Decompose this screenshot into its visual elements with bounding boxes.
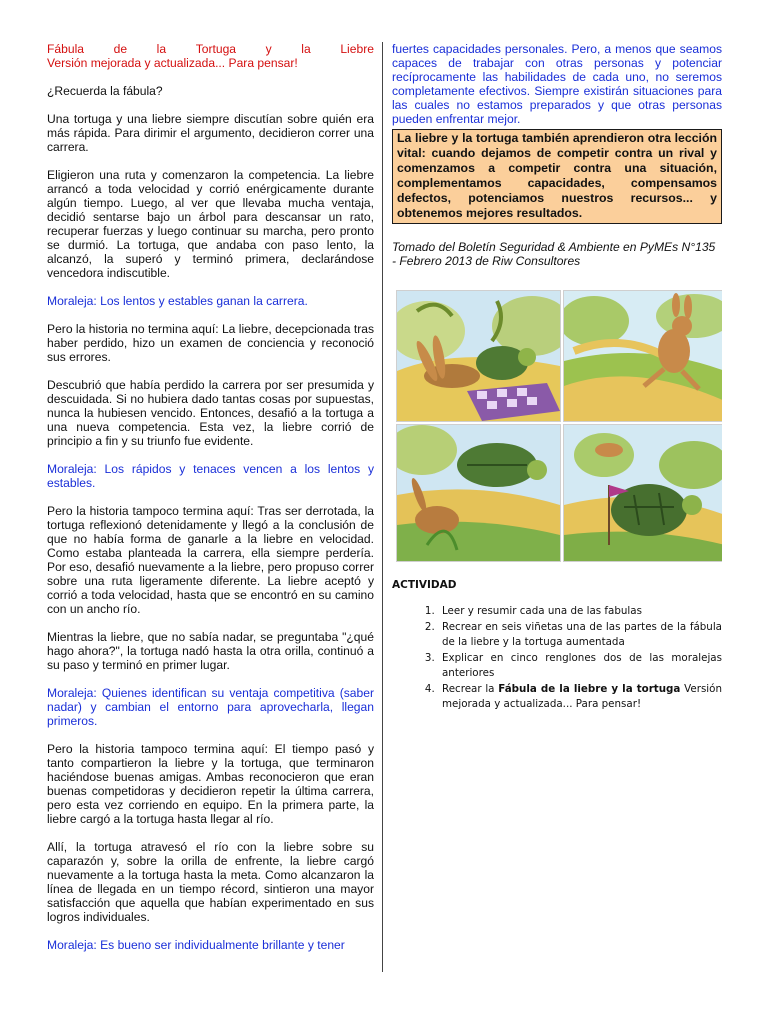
activity-list [392, 604, 722, 712]
paragraph: Allí, la tortuga atravesó el río con la liebre sobre su caparazón y, sobre la orilla de enfrente, la liebre cargó nuevamente a la tortuga hasta la meta. Como alcanzaron la línea de llegada en un tiempo récord, sintieron una mayor satisfacción que aquella que habían experimentado en sus logros individuales. [47, 840, 374, 924]
moral: Moraleja: Quienes identifican su ventaja competitiva (saber nadar) y cambian el entorno para aprovecharla, llegan primeros. [47, 686, 374, 728]
activity-item-fable-name: Fábula de la liebre y la tortuga [498, 683, 681, 695]
paragraph: Descubrió que había perdido la carrera por ser presumida y descuidada. Si no hubiera dado tantas cosas por supuestas, nunca la hubiesen vencido. Entonces, desafió a la tortuga a una nueva competencia. Esta vez, la liebre corrió de principio a fin y su triunfo fue evidente. [47, 378, 374, 448]
title-line-1 [47, 42, 374, 56]
activity-item: 3. Explicar en cinco renglones dos de las moralejas anteriores [438, 651, 722, 681]
activity-item: 2. Recrear en seis viñetas una de las partes de la fábula de la liebre y la tortuga aumentada [438, 620, 722, 650]
illustration-panel-hare-resting [396, 424, 561, 562]
paragraph-continued: fuertes capacidades personales. Pero, a menos que seamos capaces de trabajar con otras personas y potenciar recíprocamente las habilidades de cada uno, no seremos completamente efectivos. Siempre existirán situaciones para las cuales no estamos preparados y que otras personas pueden enfrentar mejor. [392, 42, 722, 126]
moral: Moraleja: Es bueno ser individualmente brillante y tener [47, 938, 345, 952]
paragraph: Pero la historia tampoco termina aquí: Tras ser derrotada, la tortuga reflexionó detenidamente y llegó a la conclusión de que no había forma de ganarle a la liebre en velocidad. Como estaba planteada la carrera, ella siempre perdería. Por eso, desafió nuevamente a la liebre, pero propuso correr sobre una ruta ligeramente diferente. La liebre aceptó y corrió a toda velocidad, hasta que se encontró en su camino con un ancho río. [47, 504, 374, 616]
title-subtitle: Versión mejorada y actualizada... Para pensar! [47, 56, 298, 70]
right-column [392, 42, 722, 982]
source-note: Tomado del Boletín Seguridad & Ambiente en PyMEs N°135 - Febrero 2013 de Riw Consultores [392, 240, 716, 268]
column-divider [382, 42, 383, 972]
title-word: y [265, 42, 272, 56]
lesson-callout: La liebre y la tortuga también aprendieron otra lección vital: cuando dejamos de competir contra un rival y comenzamos a competir contra una situación, complementamos capacidades, compensamos defectos, potenciamos nuestros recursos... y obtenemos mejores resultados. [392, 129, 722, 224]
illustration-panel-tortoise-wins [563, 424, 722, 562]
hare-running-image [564, 291, 722, 421]
illustration-panel-start [396, 290, 561, 422]
activity-item-suffix: Versión mejorada y actualizada... Para pensar! [442, 683, 722, 710]
title-word: Tortuga [195, 42, 237, 56]
activity-item [438, 682, 722, 712]
paragraph: Pero la historia tampoco termina aquí: El tiempo pasó y tanto compartieron la liebre y la tortuga, que terminaron haciéndose buenas amigas. Ambas reconocieron que eran buenas competidoras y decidieron repetir la última carrera, pero esta vez corriendo en equipo. En la primera parte, la liebre cargó a la tortuga hasta llegar al río. [47, 742, 374, 826]
hare-resting-image [397, 425, 560, 561]
fable-illustration [396, 290, 722, 560]
paragraph: Una tortuga y una liebre siempre discutían sobre quién era más rápida. Para dirimir el argumento, decidieron correr una carrera. [47, 112, 374, 154]
activity-item: 1. Leer y resumir cada una de las fabulas [438, 604, 722, 619]
illustration-panel-hare-running [563, 290, 722, 422]
moral: Moraleja: Los rápidos y tenaces vencen a los lentos y estables. [47, 462, 374, 490]
title-word: Fábula [47, 42, 84, 56]
hare-and-tortoise-start-image [397, 291, 560, 421]
title-word: Liebre [340, 42, 374, 56]
activity-heading: ACTIVIDAD [392, 579, 457, 591]
paragraph: ¿Recuerda la fábula? [47, 84, 163, 98]
title-word: la [301, 42, 311, 56]
tortoise-wins-image [564, 425, 722, 561]
fable-title [47, 42, 374, 70]
paragraph: Pero la historia no termina aquí: La liebre, decepcionada tras haber perdido, hizo un examen de conciencia y reconoció sus errores. [47, 322, 374, 364]
title-word: de [113, 42, 128, 56]
paragraph: Mientras la liebre, que no sabía nadar, se preguntaba "¿qué hago ahora?", la tortuga nadó hasta la otra orilla, continuó a su paso y terminó en primer lugar. [47, 630, 374, 672]
title-word: la [156, 42, 167, 56]
paragraph: Eligieron una ruta y comenzaron la competencia. La liebre arrancó a toda velocidad y corrió enérgicamente durante algún tiempo. Luego, al ver que llevaba mucha ventaja, decidió sentarse bajo un árbol para descansar un rato, recuperar fuerzas y luego continuar su marcha, pero pronto se durmió. La tortuga, que andaba con paso lento, la alcanzó, la superó y terminó primera, declarándose vencedora indiscutible. [47, 168, 374, 280]
activity-item-prefix: Recrear la [442, 683, 495, 695]
left-column [47, 42, 374, 974]
moral: Moraleja: Los lentos y estables ganan la carrera. [47, 294, 308, 308]
